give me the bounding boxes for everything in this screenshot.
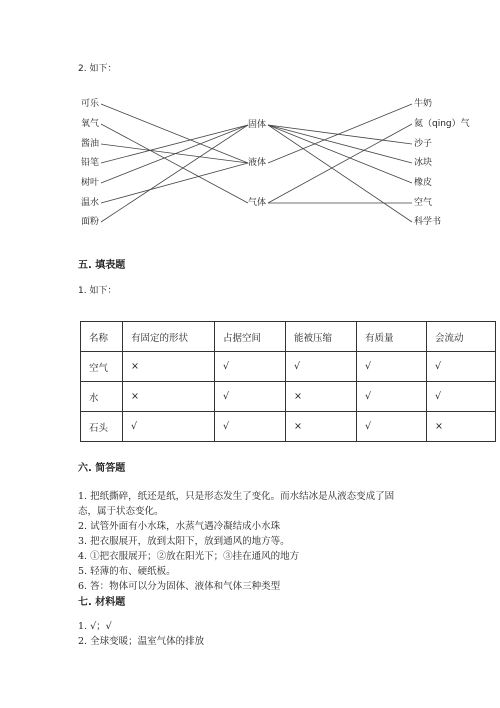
- header-cell: 名称: [81, 322, 123, 352]
- header-cell: 有固定的形状: [123, 322, 215, 352]
- header-cell: 占据空间: [215, 322, 286, 352]
- answer-line: 1. √；√: [78, 621, 112, 632]
- match-line-soysauce-liquid: [101, 144, 248, 163]
- table-cell: 空气: [81, 352, 123, 382]
- right-item-milk: 牛奶: [414, 99, 433, 109]
- table-item-label: 1. 如下：: [78, 286, 117, 296]
- middle-item-liquid: 液体: [248, 158, 267, 168]
- table-cell: 水: [81, 382, 123, 412]
- answer-line: 2. 试管外面有小水珠，水蒸气遇冷凝结成小水珠: [78, 521, 281, 532]
- answer-line: 6. 答：物体可以分为固体、液体和气体三种类型: [78, 581, 281, 592]
- right-item-ice: 冰块: [414, 158, 433, 168]
- middle-item-gas: 气体: [248, 198, 267, 208]
- left-item-warm-water: 温水: [81, 198, 100, 208]
- header-cell: 能被压缩: [286, 322, 357, 352]
- table-row: [81, 382, 496, 412]
- right-item-sand: 沙子: [414, 139, 433, 149]
- table-header-row: [81, 322, 496, 352]
- table-cell: √: [215, 352, 286, 382]
- match-line-solid-book: [268, 125, 412, 222]
- answer-line: 5. 轻薄的布、硬纸板。: [78, 566, 176, 577]
- left-item-leaf: 树叶: [81, 178, 100, 188]
- answer-line: 2. 全球变暖；温室气体的排放: [78, 636, 205, 647]
- section-title-fill-table: 五. 填表题: [78, 260, 126, 271]
- table-cell: ×: [123, 382, 215, 412]
- table-cell: ×: [286, 382, 357, 412]
- table-cell: ×: [123, 352, 215, 382]
- match-line-warmwater-liquid: [101, 163, 248, 203]
- right-item-eraser: 橡皮: [414, 178, 433, 188]
- header-cell: 有质量: [357, 322, 427, 352]
- answer-line: 1. 把纸撕碎，纸还是纸，只是形态发生了变化。而水结冰是从液态变成了固: [78, 491, 395, 502]
- table-cell: √: [357, 412, 427, 442]
- match-line-solid-sand: [268, 125, 412, 144]
- answer-line: 3. 把衣服展开，放到太阳下，放到通风的地方等。: [78, 536, 290, 547]
- answer-line: 态，属于状态变化。: [78, 506, 164, 517]
- section-title-short-answer: 六. 简答题: [78, 463, 126, 474]
- table-row: [81, 412, 496, 442]
- table-cell: 石头: [81, 412, 123, 442]
- left-item-oxygen: 氧气: [81, 119, 100, 129]
- properties-table: [80, 321, 496, 442]
- table-cell: ×: [427, 412, 496, 442]
- match-line-pencil-solid: [101, 125, 248, 163]
- answer-line: 4. ①把衣服展开；②放在阳光下；③挂在通风的地方: [78, 551, 300, 562]
- table-cell: ×: [286, 412, 357, 442]
- match-line-gas-hydrogen: [268, 124, 412, 203]
- header-cell: 会流动: [427, 322, 496, 352]
- table-cell: √: [215, 382, 286, 412]
- table-cell: √: [427, 352, 496, 382]
- match-line-oxygen-gas: [101, 124, 248, 203]
- right-item-air: 空气: [414, 198, 433, 208]
- match-line-flour-solid: [101, 125, 248, 222]
- section-title-materials: 七. 材料题: [78, 597, 126, 608]
- table-cell: √: [286, 352, 357, 382]
- left-item-cola: 可乐: [81, 99, 100, 109]
- right-item-hydrogen: 氦（qing）气: [414, 119, 470, 129]
- middle-item-solid: 固体: [248, 120, 267, 130]
- table-cell: √: [123, 412, 215, 442]
- left-item-flour: 面粉: [81, 217, 100, 227]
- table-cell: √: [357, 382, 427, 412]
- left-item-soy-sauce: 酱油: [81, 139, 100, 149]
- table-cell: √: [215, 412, 286, 442]
- left-item-pencil: 铅笔: [81, 158, 100, 168]
- matching-item-label: 2. 如下：: [78, 64, 117, 74]
- table-cell: √: [427, 382, 496, 412]
- table-cell: √: [357, 352, 427, 382]
- table-row: [81, 352, 496, 382]
- right-item-science-book: 科学书: [414, 217, 442, 227]
- match-line-solid-ice: [268, 125, 412, 163]
